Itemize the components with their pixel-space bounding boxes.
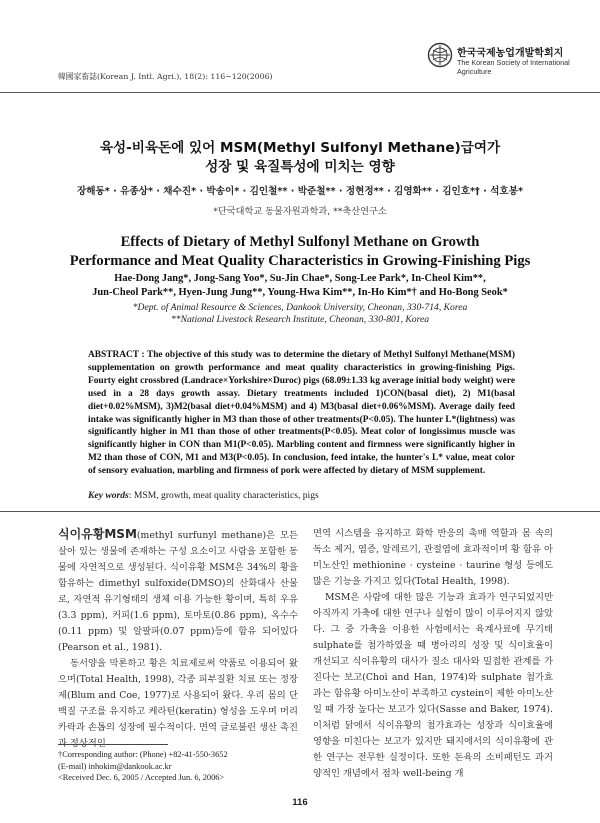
body-paragraph: MSM은 사람에 대한 많은 기능과 효과가 연구되었지만 아직까지 가축에 대한 연구나 실험이 많이 이루어지지 않았다. 그 중 가축을 이용한 사험에서는 육계사료에 무기태 sulphate를 첨가하였을 때 병아리의 성장 및 식이효율이 개선되고 식이유황의 대사가 질소 대사와 밀접한 관계를 가진다는 보고(Choi and Han, 1974)와 sulphate 첨가효과는 함유황 아미노산이 부족하고 cystein이 제한 아미노산일 때 가장 높다는 보고가 있다(Sasse and Baker, 1974). 이처럼 닭에서 식이유황의 첨가효과는 성장과 식이효율에 영향을 미친다는 보고가 있지만 돼지에서의 식이유황에 관한 연구는 전무한 실정이다. 또한 돈육의 소비패턴도 과거 양적인 개념에서 점차 well-being 개 bbox=[313, 592, 553, 779]
footnote-rule bbox=[58, 744, 168, 745]
korean-authors: 장해동* · 유종상* · 채수진* · 박송이* · 김인철** · 박준철** · 정현정** · 김영화** · 김인호*† · 석호봉* bbox=[77, 186, 523, 197]
abstract: ABSTRACT : The objective of this study was to determine the dietary of Methyl Sulfonyl Methane(MSM) supplementation on growth performance and meat quality characteristics in growing-finishing Pigs. Fourty eight crossbred (Landrace×Yorkshire×Duroc) pigs (68.09±1.33 kg average initial body weight) were used in a 28 days growth assay. Dietary treatments included 1)CON(basal diet), 2) M1(basal diet+0.02%MSM), 3)M2(basal diet+0.04%MSM) and 4) M3(basal diet+0.06%MSM). Average daily feed intake was significantly higher in M3 than those of other treatments(P<0.05). The hunter L*(lightness) was significantly higher in M1 than those of other treatments(P<0.05). Meat color of longissimus muscle was significantly higher in CON than M1(P<0.05). Marbling content and firmness were significantly higher in M2 than those of CON, M1 and M3(P<0.05). In conclusion, feed intake, the hunter's L* value, meat color of sensory evaluation, marbling and firmness of pork were affected by dietary of MSM supplement. bbox=[88, 350, 515, 477]
society-emblem-icon bbox=[427, 42, 453, 68]
keywords-list: : MSM, growth, meat quality characteristics, pigs bbox=[128, 490, 319, 501]
english-affiliation-2: **National Livestock Research Institute, Cheonan, 330-801, Korea bbox=[170, 314, 430, 325]
body-paragraph bbox=[58, 526, 298, 656]
society-logo bbox=[427, 40, 577, 88]
body-paragraph: 면역 시스템을 유지하고 화학 반응의 촉매 역할과 몸 속의 독소 제거, 염증, 알레르기, 관절염에 효과적이며 황 함유 아미노산인 methionine · cysteine · taurine 형성 등에도 많은 기능을 가지고 있다(Total Health, 1998). bbox=[313, 528, 553, 587]
received-date: <Received Dec. 6, 2005 / Accepted Jun. 6, 2006> bbox=[58, 773, 225, 782]
english-authors-line2: Jun-Cheol Park**, Hyen-Jung Jung**, Young-Hwa Kim**, In-Ho Kim*† and Ho-Bong Seok* bbox=[92, 287, 508, 298]
english-authors bbox=[0, 272, 600, 300]
body-column-right bbox=[313, 526, 553, 782]
corresponding-author: †Corresponding author: (Phone) +82-41-550-3652 bbox=[58, 750, 228, 759]
lead-word: 식이유황MSM bbox=[58, 527, 137, 541]
body-column-left bbox=[58, 526, 298, 752]
footnote bbox=[58, 749, 298, 784]
english-title-line2: Performance and Meat Quality Characteristics in Growing-Finishing Pigs bbox=[69, 253, 531, 269]
english-title bbox=[0, 233, 600, 271]
english-affiliation bbox=[0, 302, 600, 326]
keywords bbox=[88, 490, 515, 501]
korean-title-line1: 육성-비육돈에 있어 MSM(Methyl Sulfonyl Methane)급여가 bbox=[99, 140, 501, 156]
section-divider bbox=[0, 511, 600, 512]
society-name-english: The Korean Society of International Agriculture bbox=[457, 58, 570, 76]
author-email: (E-mail) inhokim@dankook.ac.kr bbox=[58, 761, 172, 771]
header-rule bbox=[0, 92, 600, 96]
english-title-line1: Effects of Dietary of Methyl Sulfonyl Methane on Growth bbox=[120, 234, 480, 250]
society-name-korean: 한국국제농업개발학회지 bbox=[457, 48, 564, 59]
korean-title-line2: 성장 및 육질특성에 미치는 영향 bbox=[205, 159, 395, 175]
korean-title bbox=[0, 139, 600, 177]
paragraph-text: (methyl surfunyl methane)은 모든 살아 있는 생물에 존재하는 구성 요소이고 사람을 포함한 동물에 자연적으로 생성된다. 식이유황 MSM은 34%의 황을 함유하는 dimethyl sulfoxide(DMSO)의 산화대사 산물로, 자연적 유기형태의 생체 이용 가능한 황이며, 특히 우유(3.3 ppm), 커피(1.6 ppm), 토마토(0.86 ppm), 옥수수(0.11 ppm) 및 알팔파(0.07 ppm)등에 함유 되어있다(Pearson et al., 1981). bbox=[58, 530, 298, 653]
korean-affiliation: *단국대학교 동물자원과학과, **축산연구소 bbox=[213, 206, 387, 217]
body-paragraph: 동서양을 막론하고 황은 치료제로써 약품로 이용되어 왔으며(Total Health, 1998), 각종 피부질환 치료 또는 정장제(Blum and Coe, 1977)로 사용되어 왔다. 우리 몸의 단백질 구조를 유지하고 케라틴(keratin) 형성을 도우며 머리카락과 손톱의 성장에 필수적이다. 면역 글로불린 생산 촉진 bbox=[58, 658, 298, 733]
journal-reference: 韓國家畜誌(Korean J. Intl. Agri.), 18(2): 116~120(2006) bbox=[58, 72, 273, 81]
english-affiliation-1: *Dept. of Animal Resource & Sciences, Dankook University, Cheonan, 330-714, Korea bbox=[132, 302, 468, 313]
page-number: 116 bbox=[292, 797, 308, 808]
english-authors-line1: Hae-Dong Jang*, Jong-Sang Yoo*, Su-Jin Chae*, Song-Lee Park*, In-Cheol Kim**, bbox=[114, 273, 486, 284]
keywords-label: Key words bbox=[88, 490, 129, 501]
